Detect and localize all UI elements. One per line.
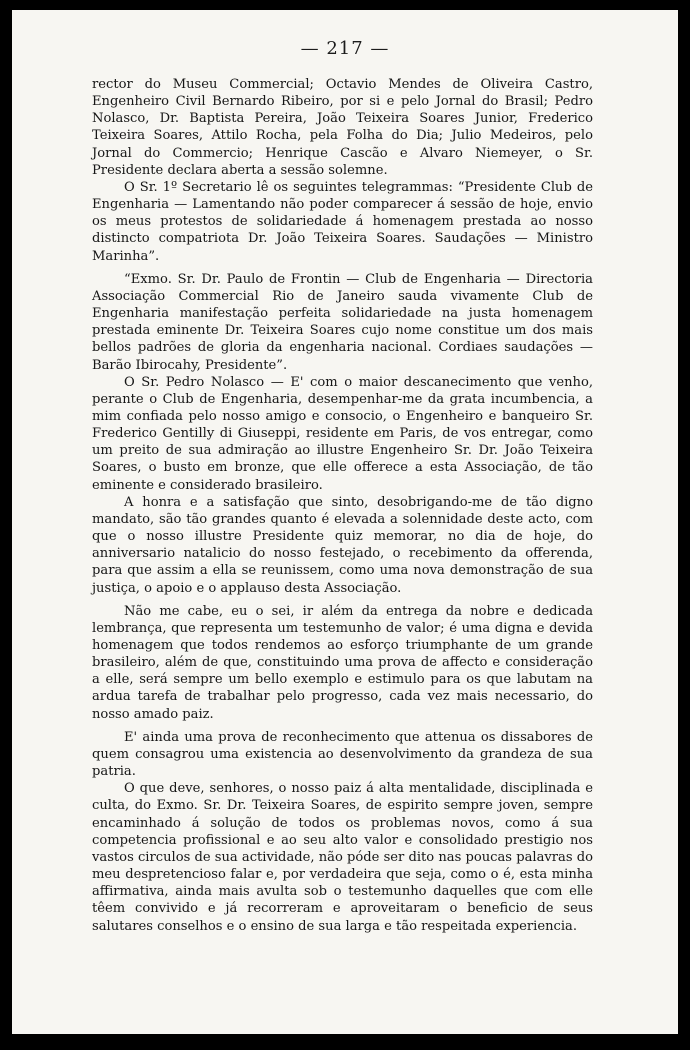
paragraph-5: A honra e a satisfação que sinto, desobrigando-me de tão digno mandato, são tão grandes quanto é elevada a solennidade deste acto, com que o nosso illustre Presidente quiz memorar, no dia de hoje, do anniversario natalicio do nosso festejado, o recebimento da offerenda, para que assim a ella se reunissem, como uma nova demonstração de sua justiça, o apoio e o applauso desta Associação. bbox=[92, 494, 593, 596]
body-text bbox=[92, 76, 593, 935]
paragraph-3: “Exmo. Sr. Dr. Paulo de Frontin — Club de Engenharia — Directoria Associação Commercial Rio de Janeiro sauda vivamente Club de Engenharia manifestação perfeita solidariedade na justa homenagem prestada eminente Dr. Teixeira Soares cujo nome constitue um dos mais bellos padrões de gloria da engenharia nacional. Cordiaes saudações — Barão Ibirocahy, Presidente”. bbox=[92, 271, 593, 373]
paragraph-1: rector do Museu Commercial; Octavio Mendes de Oliveira Castro, Engenheiro Civil Bernardo Ribeiro, por si e pelo Jornal do Brasil; Pedro Nolasco, Dr. Baptista Pereira, João Teixeira Soares Junior, Frederico Teixeira Soares, Attilo Rocha, pela Folha do Dia; Julio Medeiros, pelo Jornal do Commercio; Henrique Cascão e Alvaro Niemeyer, o Sr. Presidente declara aberta a sessão solemne. bbox=[92, 77, 593, 178]
paragraph-7: E' ainda uma prova de reconhecimento que attenua os dissabores de quem consagrou uma existencia ao desenvolvimento da grandeza de sua patria. bbox=[92, 729, 593, 780]
document-page bbox=[12, 10, 678, 1034]
paragraph-4: O Sr. Pedro Nolasco — E' com o maior descanecimento que venho, perante o Club de Engenharia, desempenhar-me da grata incumbencia, a mim confiada pelo nosso amigo e consocio, o Engenheiro e banqueiro Sr. Frederico Gentilly di Giuseppi, residente em Paris, de vos entregar, como um preito de sua admiração ao illustre Engenheiro Sr. Dr. João Teixeira Soares, o busto em bronze, que elle offerece a esta Associação, de tão eminente e considerado brasileiro. bbox=[92, 374, 593, 493]
paragraph-2: O Sr. 1º Secretario lê os seguintes telegrammas: “Presidente Club de Engenharia — Lamentando não poder comparecer á sessão de hoje, envio os meus protestos de solidariedade á homenagem prestada ao nosso distincto compatriota Dr. João Teixeira Soares. Saudações — Ministro Marinha”. bbox=[92, 179, 593, 264]
paragraph-8: O que deve, senhores, o nosso paiz á alta mentalidade, disciplinada e culta, do Exmo. Sr. Dr. Teixeira Soares, de espirito sempre joven, sempre encaminhado á solução de todos os problemas novos, como á sua competencia profissional e ao seu alto valor e consolidado prestigio nos vastos circulos de sua actividade, não póde ser dito nas poucas palavras do meu despretencioso falar e, por verdadeira que seja, como o é, esta minha affirmativa, ainda mais avulta sob o testemunho daquelles que com elle têem convivido e já recorreram e aproveitaram o beneficio de seus salutares conselhos e o ensino de sua larga e tão respeitada experiencia. bbox=[92, 781, 593, 934]
page-number: — 217 — bbox=[300, 38, 390, 59]
paragraph-6: Não me cabe, eu o sei, ir além da entrega da nobre e dedicada lembrança, que representa um testemunho de valor; é uma digna e devida homenagem que todos rendemos ao esforço triumphante de um grande brasileiro, além de que, constituindo uma prova de affecto e consideração a elle, será sempre um bello exemplo e estimulo para os que labutam na ardua tarefa de trabalhar pelo progresso, cada vez mais necessario, do nosso amado paiz. bbox=[92, 603, 593, 722]
